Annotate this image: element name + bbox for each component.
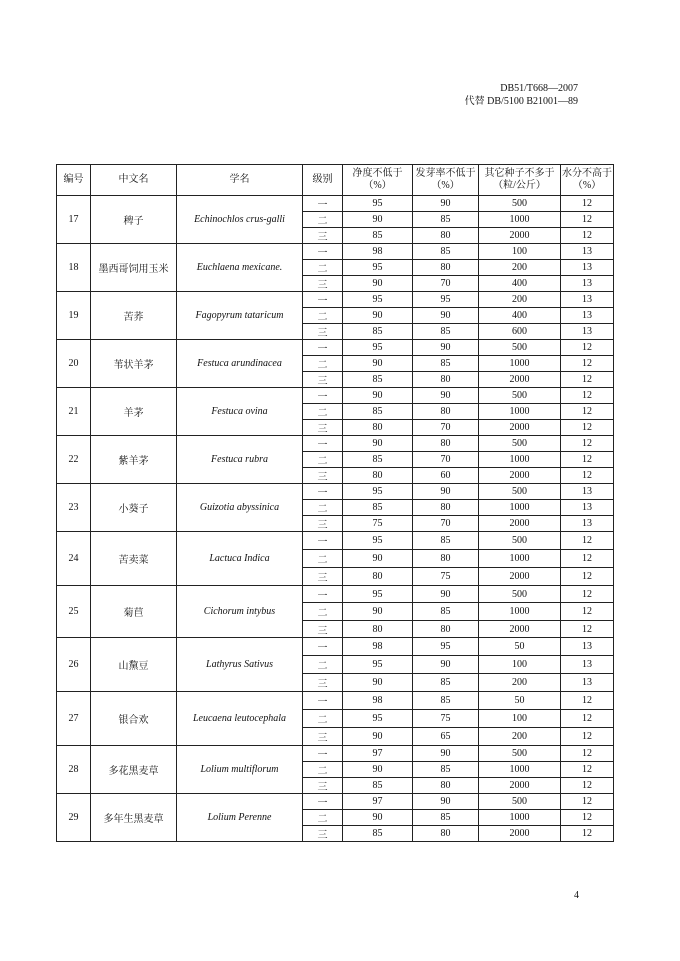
grade-cell: 一 bbox=[303, 586, 343, 603]
other-seeds-cell: 400 bbox=[479, 276, 561, 292]
moisture-cell: 12 bbox=[561, 692, 614, 710]
moisture-cell: 12 bbox=[561, 810, 614, 826]
grade-cell: 一 bbox=[303, 794, 343, 810]
germination-cell: 90 bbox=[413, 308, 479, 324]
germination-cell: 75 bbox=[413, 568, 479, 586]
chinese-name: 羊茅 bbox=[91, 388, 177, 436]
moisture-cell: 12 bbox=[561, 468, 614, 484]
row-number: 26 bbox=[57, 638, 91, 692]
germination-cell: 90 bbox=[413, 586, 479, 603]
scientific-name: Festuca rubra bbox=[177, 436, 303, 484]
other-seeds-cell: 2000 bbox=[479, 468, 561, 484]
moisture-cell: 12 bbox=[561, 586, 614, 603]
purity-cell: 95 bbox=[343, 532, 413, 550]
scientific-name: Lolium Perenne bbox=[177, 794, 303, 842]
germination-cell: 85 bbox=[413, 244, 479, 260]
grade-cell: 二 bbox=[303, 550, 343, 568]
moisture-cell: 13 bbox=[561, 656, 614, 674]
other-seeds-cell: 100 bbox=[479, 244, 561, 260]
table-row bbox=[57, 436, 614, 452]
moisture-cell: 12 bbox=[561, 356, 614, 372]
moisture-cell: 13 bbox=[561, 674, 614, 692]
moisture-cell: 12 bbox=[561, 550, 614, 568]
purity-cell: 90 bbox=[343, 674, 413, 692]
other-seeds-cell: 1000 bbox=[479, 810, 561, 826]
chinese-name: 紫羊茅 bbox=[91, 436, 177, 484]
germination-cell: 90 bbox=[413, 388, 479, 404]
moisture-cell: 12 bbox=[561, 710, 614, 728]
other-seeds-cell: 2000 bbox=[479, 621, 561, 638]
germination-cell: 80 bbox=[413, 621, 479, 638]
moisture-cell: 13 bbox=[561, 292, 614, 308]
moisture-cell: 13 bbox=[561, 500, 614, 516]
row-number: 29 bbox=[57, 794, 91, 842]
scientific-name: Guizotia abyssinica bbox=[177, 484, 303, 532]
germination-cell: 85 bbox=[413, 532, 479, 550]
table-row bbox=[57, 196, 614, 212]
row-number: 20 bbox=[57, 340, 91, 388]
purity-cell: 85 bbox=[343, 778, 413, 794]
other-seeds-cell: 200 bbox=[479, 260, 561, 276]
grade-cell: 二 bbox=[303, 452, 343, 468]
row-number: 22 bbox=[57, 436, 91, 484]
purity-cell: 90 bbox=[343, 436, 413, 452]
germination-cell: 90 bbox=[413, 656, 479, 674]
other-seeds-cell: 2000 bbox=[479, 568, 561, 586]
other-seeds-cell: 2000 bbox=[479, 372, 561, 388]
other-seeds-cell: 1000 bbox=[479, 550, 561, 568]
purity-cell: 90 bbox=[343, 810, 413, 826]
moisture-cell: 12 bbox=[561, 212, 614, 228]
purity-cell: 97 bbox=[343, 746, 413, 762]
grade-cell: 二 bbox=[303, 404, 343, 420]
purity-cell: 90 bbox=[343, 356, 413, 372]
purity-cell: 95 bbox=[343, 340, 413, 356]
purity-cell: 98 bbox=[343, 244, 413, 260]
col-header-chinese-name: 中文名 bbox=[91, 165, 177, 196]
germination-cell: 90 bbox=[413, 340, 479, 356]
purity-cell: 80 bbox=[343, 568, 413, 586]
purity-cell: 95 bbox=[343, 484, 413, 500]
col-header-purity: 净度不低于（%） bbox=[343, 165, 413, 196]
purity-cell: 80 bbox=[343, 468, 413, 484]
grade-cell: 一 bbox=[303, 388, 343, 404]
moisture-cell: 12 bbox=[561, 728, 614, 746]
purity-cell: 85 bbox=[343, 826, 413, 842]
chinese-name: 苇状羊茅 bbox=[91, 340, 177, 388]
germination-cell: 90 bbox=[413, 196, 479, 212]
germination-cell: 65 bbox=[413, 728, 479, 746]
grade-cell: 二 bbox=[303, 500, 343, 516]
table-row bbox=[57, 746, 614, 762]
germination-cell: 85 bbox=[413, 762, 479, 778]
germination-cell: 90 bbox=[413, 484, 479, 500]
purity-cell: 90 bbox=[343, 550, 413, 568]
grade-cell: 三 bbox=[303, 276, 343, 292]
purity-cell: 90 bbox=[343, 388, 413, 404]
grade-cell: 一 bbox=[303, 532, 343, 550]
germination-cell: 70 bbox=[413, 452, 479, 468]
seed-quality-table bbox=[56, 164, 614, 842]
germination-cell: 85 bbox=[413, 810, 479, 826]
grade-cell: 一 bbox=[303, 746, 343, 762]
other-seeds-cell: 1000 bbox=[479, 603, 561, 621]
moisture-cell: 12 bbox=[561, 452, 614, 468]
other-seeds-cell: 400 bbox=[479, 308, 561, 324]
moisture-cell: 12 bbox=[561, 196, 614, 212]
purity-cell: 90 bbox=[343, 308, 413, 324]
purity-cell: 98 bbox=[343, 638, 413, 656]
other-seeds-cell: 1000 bbox=[479, 452, 561, 468]
grade-cell: 一 bbox=[303, 692, 343, 710]
moisture-cell: 12 bbox=[561, 436, 614, 452]
germination-cell: 85 bbox=[413, 674, 479, 692]
moisture-cell: 12 bbox=[561, 420, 614, 436]
grade-cell: 二 bbox=[303, 356, 343, 372]
germination-cell: 80 bbox=[413, 550, 479, 568]
germination-cell: 85 bbox=[413, 692, 479, 710]
other-seeds-cell: 50 bbox=[479, 692, 561, 710]
scientific-name: Leucaena leutocephala bbox=[177, 692, 303, 746]
table-row bbox=[57, 244, 614, 260]
purity-cell: 90 bbox=[343, 603, 413, 621]
germination-cell: 80 bbox=[413, 404, 479, 420]
purity-cell: 90 bbox=[343, 212, 413, 228]
table-row bbox=[57, 292, 614, 308]
grade-cell: 三 bbox=[303, 568, 343, 586]
moisture-cell: 12 bbox=[561, 746, 614, 762]
other-seeds-cell: 600 bbox=[479, 324, 561, 340]
col-header-scientific-name: 学名 bbox=[177, 165, 303, 196]
grade-cell: 一 bbox=[303, 340, 343, 356]
germination-cell: 80 bbox=[413, 500, 479, 516]
other-seeds-cell: 1000 bbox=[479, 762, 561, 778]
grade-cell: 二 bbox=[303, 656, 343, 674]
purity-cell: 90 bbox=[343, 728, 413, 746]
chinese-name: 多花黑麦草 bbox=[91, 746, 177, 794]
grade-cell: 二 bbox=[303, 308, 343, 324]
grade-cell: 一 bbox=[303, 638, 343, 656]
purity-cell: 75 bbox=[343, 516, 413, 532]
table-row bbox=[57, 692, 614, 710]
row-number: 28 bbox=[57, 746, 91, 794]
moisture-cell: 12 bbox=[561, 621, 614, 638]
purity-cell: 95 bbox=[343, 656, 413, 674]
grade-cell: 三 bbox=[303, 228, 343, 244]
grade-cell: 二 bbox=[303, 260, 343, 276]
scientific-name: Festuca arundinacea bbox=[177, 340, 303, 388]
table-row bbox=[57, 638, 614, 656]
other-seeds-cell: 2000 bbox=[479, 826, 561, 842]
grade-cell: 二 bbox=[303, 212, 343, 228]
purity-cell: 80 bbox=[343, 420, 413, 436]
other-seeds-cell: 500 bbox=[479, 196, 561, 212]
grade-cell: 三 bbox=[303, 826, 343, 842]
grade-cell: 二 bbox=[303, 762, 343, 778]
row-number: 23 bbox=[57, 484, 91, 532]
table-row bbox=[57, 484, 614, 500]
moisture-cell: 12 bbox=[561, 388, 614, 404]
grade-cell: 三 bbox=[303, 728, 343, 746]
moisture-cell: 12 bbox=[561, 532, 614, 550]
germination-cell: 70 bbox=[413, 516, 479, 532]
col-header-other-seeds: 其它种子不多于（粒/公斤） bbox=[479, 165, 561, 196]
moisture-cell: 12 bbox=[561, 372, 614, 388]
moisture-cell: 12 bbox=[561, 762, 614, 778]
other-seeds-cell: 500 bbox=[479, 746, 561, 762]
moisture-cell: 13 bbox=[561, 244, 614, 260]
grade-cell: 一 bbox=[303, 244, 343, 260]
grade-cell: 三 bbox=[303, 324, 343, 340]
moisture-cell: 12 bbox=[561, 603, 614, 621]
purity-cell: 97 bbox=[343, 794, 413, 810]
germination-cell: 85 bbox=[413, 356, 479, 372]
scientific-name: Fagopyrum tataricum bbox=[177, 292, 303, 340]
other-seeds-cell: 2000 bbox=[479, 778, 561, 794]
row-number: 25 bbox=[57, 586, 91, 638]
purity-cell: 85 bbox=[343, 404, 413, 420]
germination-cell: 80 bbox=[413, 826, 479, 842]
germination-cell: 90 bbox=[413, 794, 479, 810]
moisture-cell: 13 bbox=[561, 484, 614, 500]
germination-cell: 95 bbox=[413, 292, 479, 308]
grade-cell: 二 bbox=[303, 603, 343, 621]
grade-cell: 三 bbox=[303, 420, 343, 436]
replaces-standard: 代替 DB/5100 B21001—89 bbox=[464, 96, 578, 107]
grade-cell: 三 bbox=[303, 372, 343, 388]
grade-cell: 一 bbox=[303, 292, 343, 308]
chinese-name: 小葵子 bbox=[91, 484, 177, 532]
scientific-name: Lactuca Indica bbox=[177, 532, 303, 586]
chinese-name: 银合欢 bbox=[91, 692, 177, 746]
other-seeds-cell: 500 bbox=[479, 484, 561, 500]
moisture-cell: 13 bbox=[561, 638, 614, 656]
grade-cell: 二 bbox=[303, 710, 343, 728]
other-seeds-cell: 50 bbox=[479, 638, 561, 656]
moisture-cell: 12 bbox=[561, 794, 614, 810]
grade-cell: 三 bbox=[303, 516, 343, 532]
chinese-name: 墨西哥饲用玉米 bbox=[91, 244, 177, 292]
other-seeds-cell: 1000 bbox=[479, 212, 561, 228]
moisture-cell: 12 bbox=[561, 826, 614, 842]
moisture-cell: 13 bbox=[561, 308, 614, 324]
grade-cell: 三 bbox=[303, 674, 343, 692]
table-body bbox=[57, 196, 614, 842]
other-seeds-cell: 200 bbox=[479, 292, 561, 308]
purity-cell: 95 bbox=[343, 710, 413, 728]
row-number: 18 bbox=[57, 244, 91, 292]
moisture-cell: 12 bbox=[561, 778, 614, 794]
scientific-name: Cichorum intybus bbox=[177, 586, 303, 638]
table-header-row bbox=[57, 165, 614, 196]
chinese-name: 山黧豆 bbox=[91, 638, 177, 692]
moisture-cell: 13 bbox=[561, 324, 614, 340]
purity-cell: 95 bbox=[343, 292, 413, 308]
germination-cell: 80 bbox=[413, 372, 479, 388]
chinese-name: 菊苣 bbox=[91, 586, 177, 638]
moisture-cell: 12 bbox=[561, 340, 614, 356]
scientific-name: Echinochlos crus-galli bbox=[177, 196, 303, 244]
purity-cell: 85 bbox=[343, 500, 413, 516]
purity-cell: 95 bbox=[343, 586, 413, 603]
grade-cell: 二 bbox=[303, 810, 343, 826]
scientific-name: Euchlaena mexicane. bbox=[177, 244, 303, 292]
germination-cell: 75 bbox=[413, 710, 479, 728]
purity-cell: 85 bbox=[343, 228, 413, 244]
other-seeds-cell: 100 bbox=[479, 710, 561, 728]
purity-cell: 95 bbox=[343, 260, 413, 276]
germination-cell: 70 bbox=[413, 420, 479, 436]
other-seeds-cell: 100 bbox=[479, 656, 561, 674]
other-seeds-cell: 200 bbox=[479, 728, 561, 746]
moisture-cell: 13 bbox=[561, 276, 614, 292]
germination-cell: 80 bbox=[413, 228, 479, 244]
col-header-no: 编号 bbox=[57, 165, 91, 196]
table-row bbox=[57, 794, 614, 810]
purity-cell: 90 bbox=[343, 762, 413, 778]
other-seeds-cell: 500 bbox=[479, 794, 561, 810]
col-header-germination: 发芽率不低于（%） bbox=[413, 165, 479, 196]
row-number: 27 bbox=[57, 692, 91, 746]
table-row bbox=[57, 532, 614, 550]
other-seeds-cell: 1000 bbox=[479, 404, 561, 420]
moisture-cell: 13 bbox=[561, 516, 614, 532]
other-seeds-cell: 1000 bbox=[479, 500, 561, 516]
germination-cell: 60 bbox=[413, 468, 479, 484]
other-seeds-cell: 2000 bbox=[479, 516, 561, 532]
moisture-cell: 12 bbox=[561, 228, 614, 244]
row-number: 19 bbox=[57, 292, 91, 340]
grade-cell: 一 bbox=[303, 436, 343, 452]
other-seeds-cell: 500 bbox=[479, 388, 561, 404]
scientific-name: Lathyrus Sativus bbox=[177, 638, 303, 692]
chinese-name: 苦卖菜 bbox=[91, 532, 177, 586]
purity-cell: 95 bbox=[343, 196, 413, 212]
table-row bbox=[57, 388, 614, 404]
other-seeds-cell: 500 bbox=[479, 586, 561, 603]
other-seeds-cell: 500 bbox=[479, 436, 561, 452]
chinese-name: 苦荞 bbox=[91, 292, 177, 340]
page-number: 4 bbox=[574, 890, 579, 901]
germination-cell: 85 bbox=[413, 603, 479, 621]
table-row bbox=[57, 340, 614, 356]
germination-cell: 80 bbox=[413, 260, 479, 276]
moisture-cell: 12 bbox=[561, 404, 614, 420]
germination-cell: 85 bbox=[413, 324, 479, 340]
col-header-grade: 级别 bbox=[303, 165, 343, 196]
col-header-moisture: 水分不高于（%） bbox=[561, 165, 614, 196]
other-seeds-cell: 200 bbox=[479, 674, 561, 692]
table-row bbox=[57, 586, 614, 603]
germination-cell: 80 bbox=[413, 436, 479, 452]
other-seeds-cell: 1000 bbox=[479, 356, 561, 372]
chinese-name: 稗子 bbox=[91, 196, 177, 244]
grade-cell: 一 bbox=[303, 484, 343, 500]
germination-cell: 80 bbox=[413, 778, 479, 794]
grade-cell: 一 bbox=[303, 196, 343, 212]
germination-cell: 85 bbox=[413, 212, 479, 228]
chinese-name: 多年生黑麦草 bbox=[91, 794, 177, 842]
grade-cell: 三 bbox=[303, 621, 343, 638]
purity-cell: 85 bbox=[343, 324, 413, 340]
purity-cell: 98 bbox=[343, 692, 413, 710]
purity-cell: 80 bbox=[343, 621, 413, 638]
scientific-name: Lolium multiflorum bbox=[177, 746, 303, 794]
other-seeds-cell: 500 bbox=[479, 532, 561, 550]
moisture-cell: 12 bbox=[561, 568, 614, 586]
moisture-cell: 13 bbox=[561, 260, 614, 276]
row-number: 21 bbox=[57, 388, 91, 436]
germination-cell: 70 bbox=[413, 276, 479, 292]
purity-cell: 90 bbox=[343, 276, 413, 292]
grade-cell: 三 bbox=[303, 778, 343, 794]
scientific-name: Festuca ovina bbox=[177, 388, 303, 436]
row-number: 17 bbox=[57, 196, 91, 244]
germination-cell: 90 bbox=[413, 746, 479, 762]
other-seeds-cell: 500 bbox=[479, 340, 561, 356]
germination-cell: 95 bbox=[413, 638, 479, 656]
row-number: 24 bbox=[57, 532, 91, 586]
standard-number: DB51/T668—2007 bbox=[500, 83, 578, 94]
other-seeds-cell: 2000 bbox=[479, 228, 561, 244]
purity-cell: 85 bbox=[343, 372, 413, 388]
purity-cell: 85 bbox=[343, 452, 413, 468]
grade-cell: 三 bbox=[303, 468, 343, 484]
other-seeds-cell: 2000 bbox=[479, 420, 561, 436]
